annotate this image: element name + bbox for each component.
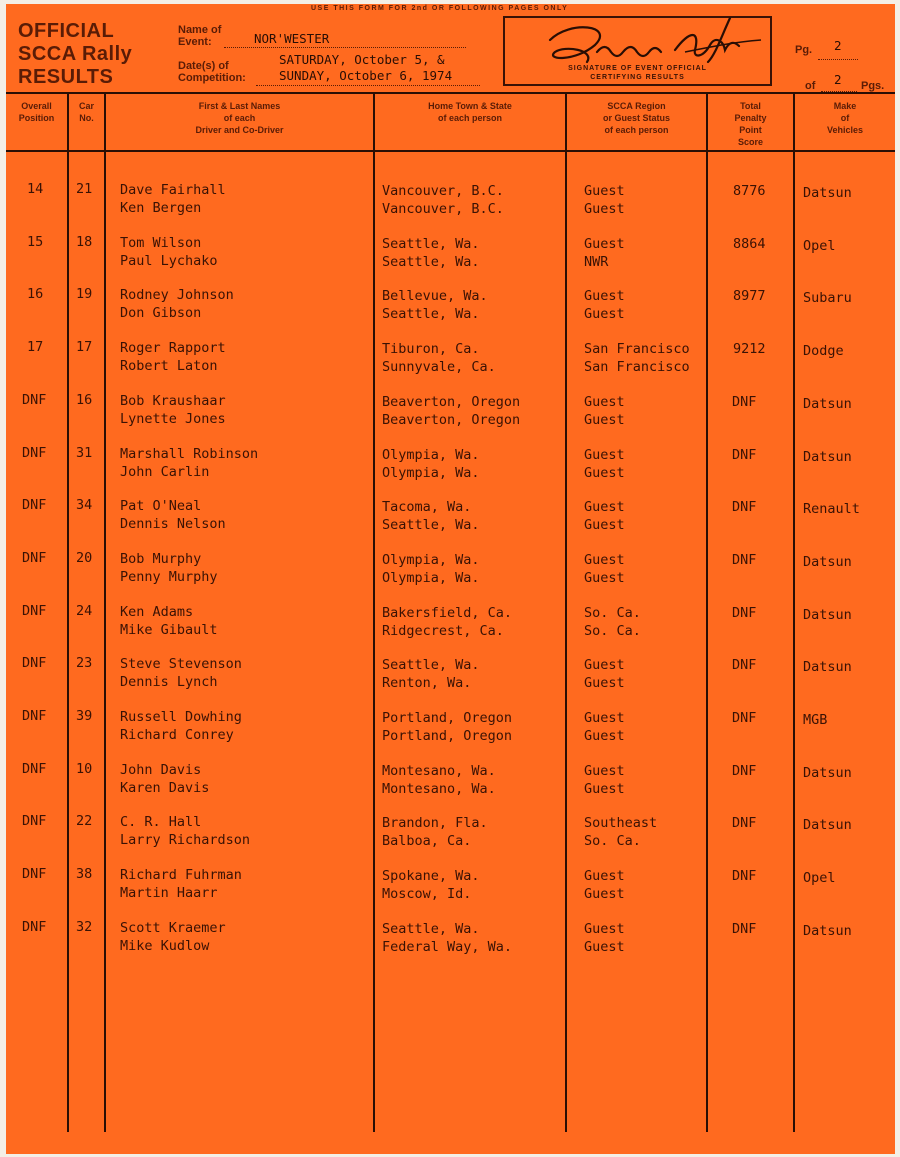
row-car-number: 20	[76, 550, 93, 566]
row-driver-region: Southeast	[584, 815, 658, 831]
date-line-2: SUNDAY, October 6, 1974	[279, 68, 453, 83]
row-codriver-region: So. Ca.	[584, 623, 641, 639]
dates-label: Date(s) of Competition:	[178, 60, 246, 84]
row-driver-region: Guest	[584, 288, 625, 304]
row-penalty-score: 8977	[733, 288, 766, 304]
row-vehicle-make: Dodge	[803, 343, 844, 359]
row-position: 17	[27, 339, 44, 355]
row-position: DNF	[22, 708, 47, 724]
row-vehicle-make: Opel	[803, 870, 836, 886]
row-position: DNF	[22, 445, 47, 461]
row-codriver-name: Lynette Jones	[120, 411, 226, 427]
row-driver-region: Guest	[584, 868, 625, 884]
row-penalty-score: DNF	[732, 657, 757, 673]
row-driver-hometown: Montesano, Wa.	[382, 763, 496, 779]
col-divider-6	[793, 92, 795, 1132]
row-driver-name: Dave Fairhall	[120, 182, 226, 198]
row-driver-name: C. R. Hall	[120, 814, 202, 830]
row-vehicle-make: Datsun	[803, 554, 852, 570]
row-driver-hometown: Olympia, Wa.	[382, 447, 480, 463]
row-driver-name: John Davis	[120, 762, 202, 778]
results-form	[6, 4, 895, 1154]
header-top-rule	[6, 92, 895, 94]
row-codriver-hometown: Seattle, Wa.	[382, 306, 480, 322]
row-codriver-region: Guest	[584, 517, 625, 533]
row-driver-region: Guest	[584, 710, 625, 726]
row-codriver-name: Don Gibson	[120, 305, 202, 321]
row-codriver-hometown: Vancouver, B.C.	[382, 201, 504, 217]
row-car-number: 34	[76, 497, 93, 513]
row-vehicle-make: Subaru	[803, 290, 852, 306]
page-underline	[818, 58, 858, 60]
row-vehicle-make: Datsun	[803, 817, 852, 833]
row-penalty-score: DNF	[732, 710, 757, 726]
row-codriver-hometown: Balboa, Ca.	[382, 833, 472, 849]
row-vehicle-make: Datsun	[803, 659, 852, 675]
title-line-2: SCCA Rally	[18, 43, 133, 65]
row-codriver-name: Mike Kudlow	[120, 938, 210, 954]
row-driver-hometown: Spokane, Wa.	[382, 868, 480, 884]
col-header-car: Car No.	[78, 101, 94, 123]
col-divider-4	[565, 92, 567, 1132]
row-car-number: 21	[76, 181, 93, 197]
row-penalty-score: DNF	[732, 868, 757, 884]
row-codriver-hometown: Olympia, Wa.	[382, 570, 480, 586]
row-driver-name: Marshall Robinson	[120, 446, 259, 462]
row-codriver-name: Karen Davis	[120, 780, 210, 796]
dates-underline	[256, 84, 480, 86]
row-codriver-hometown: Sunnyvale, Ca.	[382, 359, 496, 375]
row-codriver-name: Dennis Lynch	[120, 674, 218, 690]
row-driver-name: Ken Adams	[120, 604, 194, 620]
row-driver-region: Guest	[584, 657, 625, 673]
form-title	[18, 20, 132, 89]
row-car-number: 32	[76, 919, 93, 935]
row-position: DNF	[22, 813, 47, 829]
row-codriver-hometown: Seattle, Wa.	[382, 254, 480, 270]
row-codriver-name: John Carlin	[120, 464, 210, 480]
col-header-hometown: Home Town & State of each person	[428, 101, 512, 123]
row-codriver-name: Dennis Nelson	[120, 516, 226, 532]
row-penalty-score: DNF	[732, 552, 757, 568]
row-driver-region: Guest	[584, 763, 625, 779]
row-codriver-name: Penny Murphy	[120, 569, 218, 585]
row-position: 15	[27, 234, 44, 250]
row-codriver-region: Guest	[584, 886, 625, 902]
row-driver-name: Rodney Johnson	[120, 287, 234, 303]
row-position: DNF	[22, 919, 47, 935]
row-codriver-name: Ken Bergen	[120, 200, 202, 216]
col-header-position: Overall Position	[18, 101, 55, 123]
row-penalty-score: DNF	[732, 921, 757, 937]
form-note: USE THIS FORM FOR 2nd OR FOLLOWING PAGES ONLY	[311, 5, 569, 12]
row-position: DNF	[22, 866, 47, 882]
row-codriver-region: Guest	[584, 728, 625, 744]
row-codriver-region: Guest	[584, 781, 625, 797]
row-vehicle-make: Datsun	[803, 923, 852, 939]
row-position: DNF	[22, 655, 47, 671]
col-divider-3	[373, 92, 375, 1132]
col-divider-1	[67, 92, 69, 1132]
row-penalty-score: 8776	[733, 183, 766, 199]
row-penalty-score: DNF	[732, 499, 757, 515]
row-driver-hometown: Tacoma, Wa.	[382, 499, 472, 515]
row-codriver-region: NWR	[584, 254, 609, 270]
row-driver-region: Guest	[584, 552, 625, 568]
row-vehicle-make: Datsun	[803, 449, 852, 465]
row-car-number: 23	[76, 655, 93, 671]
row-position: 14	[27, 181, 44, 197]
row-penalty-score: DNF	[732, 763, 757, 779]
row-vehicle-make: MGB	[803, 712, 828, 728]
row-codriver-name: Robert Laton	[120, 358, 218, 374]
row-driver-hometown: Vancouver, B.C.	[382, 183, 504, 199]
event-name: NOR'WESTER	[254, 31, 330, 46]
row-codriver-region: Guest	[584, 201, 625, 217]
row-codriver-region: Guest	[584, 570, 625, 586]
row-driver-hometown: Seattle, Wa.	[382, 657, 480, 673]
row-codriver-hometown: Olympia, Wa.	[382, 465, 480, 481]
row-car-number: 16	[76, 392, 93, 408]
row-driver-region: So. Ca.	[584, 605, 641, 621]
row-driver-name: Bob Murphy	[120, 551, 202, 567]
row-position: 16	[27, 286, 44, 302]
row-car-number: 10	[76, 761, 93, 777]
event-label: Name of Event:	[178, 24, 222, 48]
header-bottom-rule	[6, 150, 895, 152]
row-vehicle-make: Datsun	[803, 765, 852, 781]
row-car-number: 39	[76, 708, 93, 724]
row-driver-name: Scott Kraemer	[120, 920, 226, 936]
row-vehicle-make: Datsun	[803, 396, 852, 412]
row-driver-hometown: Seattle, Wa.	[382, 236, 480, 252]
row-driver-name: Roger Rapport	[120, 340, 226, 356]
row-driver-region: Guest	[584, 921, 625, 937]
date-line-1: SATURDAY, October 5, &	[279, 52, 445, 67]
row-codriver-region: Guest	[584, 675, 625, 691]
row-position: DNF	[22, 497, 47, 513]
row-codriver-region: San Francisco	[584, 359, 690, 375]
page-number: 2	[834, 38, 842, 53]
row-driver-region: Guest	[584, 394, 625, 410]
of-label: of	[805, 80, 816, 92]
row-car-number: 17	[76, 339, 93, 355]
row-driver-name: Richard Fuhrman	[120, 867, 242, 883]
row-penalty-score: DNF	[732, 394, 757, 410]
col-header-make: Make of Vehicles	[826, 101, 864, 135]
row-codriver-hometown: Moscow, Id.	[382, 886, 472, 902]
pgs-label: Pgs.	[861, 80, 885, 92]
col-divider-2	[104, 92, 106, 1132]
row-vehicle-make: Opel	[803, 238, 836, 254]
row-driver-region: Guest	[584, 236, 625, 252]
row-driver-hometown: Beaverton, Oregon	[382, 394, 521, 410]
col-header-names: First & Last Names of each Driver and Co-Driver	[195, 101, 284, 135]
row-driver-hometown: Bakersfield, Ca.	[382, 605, 513, 621]
signature-box	[503, 16, 772, 86]
row-penalty-score: DNF	[732, 447, 757, 463]
row-codriver-region: So. Ca.	[584, 833, 641, 849]
row-position: DNF	[22, 392, 47, 408]
row-driver-region: Guest	[584, 499, 625, 515]
row-driver-hometown: Portland, Oregon	[382, 710, 513, 726]
col-header-region: SCCA Region or Guest Status of each person	[602, 101, 670, 135]
row-driver-hometown: Tiburon, Ca.	[382, 341, 480, 357]
row-driver-hometown: Olympia, Wa.	[382, 552, 480, 568]
title-line-1: OFFICIAL	[18, 20, 115, 42]
row-codriver-region: Guest	[584, 412, 625, 428]
row-codriver-hometown: Federal Way, Wa.	[382, 939, 513, 955]
row-codriver-name: Mike Gibault	[120, 622, 218, 638]
row-codriver-name: Paul Lychako	[120, 253, 218, 269]
row-driver-region: Guest	[584, 183, 625, 199]
row-penalty-score: 8864	[733, 236, 766, 252]
signature-caption: SIGNATURE OF EVENT OFFICIAL CERTIFYING RESULTS	[568, 65, 707, 81]
row-codriver-region: Guest	[584, 306, 625, 322]
row-codriver-hometown: Portland, Oregon	[382, 728, 513, 744]
row-penalty-score: 9212	[733, 341, 766, 357]
row-driver-region: Guest	[584, 447, 625, 463]
row-car-number: 18	[76, 234, 93, 250]
row-position: DNF	[22, 550, 47, 566]
row-codriver-region: Guest	[584, 465, 625, 481]
row-codriver-name: Richard Conrey	[120, 727, 234, 743]
row-codriver-name: Martin Haarr	[120, 885, 218, 901]
row-driver-region: San Francisco	[584, 341, 690, 357]
row-driver-name: Bob Kraushaar	[120, 393, 226, 409]
row-vehicle-make: Renault	[803, 501, 860, 517]
row-position: DNF	[22, 603, 47, 619]
row-car-number: 24	[76, 603, 93, 619]
title-line-3: RESULTS	[18, 66, 114, 88]
row-car-number: 22	[76, 813, 93, 829]
row-driver-hometown: Seattle, Wa.	[382, 921, 480, 937]
col-divider-5	[706, 92, 708, 1132]
page-label: Pg.	[795, 44, 813, 56]
row-vehicle-make: Datsun	[803, 185, 852, 201]
row-driver-name: Tom Wilson	[120, 235, 202, 251]
row-car-number: 38	[76, 866, 93, 882]
col-header-score: Total Penalty Point Score	[734, 101, 767, 147]
row-codriver-hometown: Renton, Wa.	[382, 675, 472, 691]
row-driver-hometown: Brandon, Fla.	[382, 815, 488, 831]
row-position: DNF	[22, 761, 47, 777]
row-penalty-score: DNF	[732, 815, 757, 831]
row-codriver-hometown: Beaverton, Oregon	[382, 412, 521, 428]
row-codriver-name: Larry Richardson	[120, 832, 251, 848]
row-car-number: 19	[76, 286, 93, 302]
row-driver-name: Russell Dowhing	[120, 709, 242, 725]
row-codriver-hometown: Ridgecrest, Ca.	[382, 623, 504, 639]
row-driver-name: Steve Stevenson	[120, 656, 242, 672]
row-codriver-hometown: Seattle, Wa.	[382, 517, 480, 533]
row-vehicle-make: Datsun	[803, 607, 852, 623]
event-underline	[224, 46, 466, 48]
page-total: 2	[834, 72, 842, 87]
row-codriver-hometown: Montesano, Wa.	[382, 781, 496, 797]
row-driver-hometown: Bellevue, Wa.	[382, 288, 488, 304]
row-car-number: 31	[76, 445, 93, 461]
row-codriver-region: Guest	[584, 939, 625, 955]
row-driver-name: Pat O'Neal	[120, 498, 202, 514]
row-penalty-score: DNF	[732, 605, 757, 621]
